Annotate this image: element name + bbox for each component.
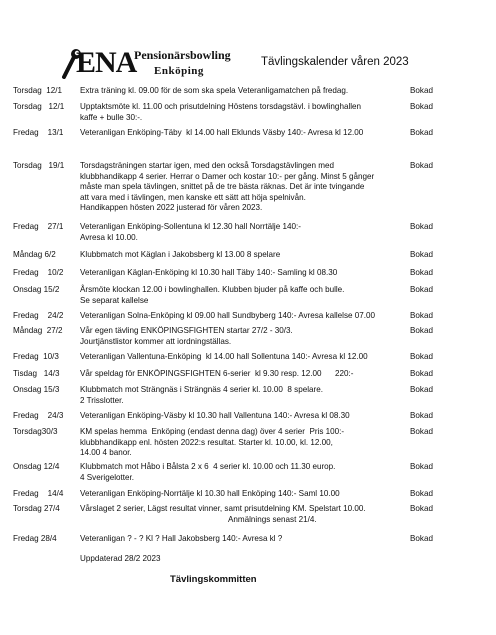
- booking-status: Bokad: [410, 222, 433, 231]
- event-description-line: 2 Trisslotter.: [80, 395, 124, 405]
- event-description: [80, 222, 400, 243]
- event-description-line: att vara med i tävlingen, men kanske ett sätt att höja spelnivån.: [80, 192, 306, 202]
- event-date: Torsdag 19/1: [13, 161, 65, 170]
- event-description-line: Vårslaget 2 serier, Lägst resultat vinner, samt prisutdelning KM. Spelstart 10.00.: [80, 504, 366, 513]
- logo-line-1: Pensionärsbowling: [134, 48, 231, 62]
- event-description: [80, 504, 400, 525]
- event-date: Fredag 24/2: [13, 311, 64, 320]
- event-description-line: Klubbmatch mot Strängnäs i Strängnäs 4 serier kl. 10.00 8 spelare.: [80, 385, 323, 394]
- event-description: [80, 369, 400, 380]
- event-date: Torsdag 12/1: [13, 86, 63, 95]
- booking-status: Bokad: [410, 385, 433, 394]
- event-description-line: Avresa kl 10.00.: [80, 232, 138, 242]
- event-date: Fredag 13/1: [13, 128, 64, 137]
- event-description-line: Torsdagsträningen startar igen, med den också Torsdagstävlingen med: [80, 161, 335, 170]
- booking-status: Bokad: [410, 268, 433, 277]
- booking-status: Bokad: [410, 86, 433, 95]
- booking-status: Bokad: [410, 326, 433, 335]
- event-description-line: kaffe + bulle 30:-.: [80, 112, 143, 122]
- event-description: [80, 250, 400, 261]
- event-date: Fredag 10/3: [13, 352, 59, 361]
- event-description-line: 14.00 4 banor.: [80, 448, 132, 457]
- event-description-line: Klubbmatch mot Käglan i Jakobsberg kl 13.00 8 spelare: [80, 250, 281, 259]
- event-description-line: Handikappen hösten 2022 justerad för våren 2023.: [80, 203, 263, 212]
- event-description-line: 4 Sverigelotter.: [80, 472, 134, 482]
- booking-status: Bokad: [410, 128, 433, 137]
- booking-status: Bokad: [410, 369, 433, 378]
- event-description-line: Klubbmatch mot Håbo i Bålsta 2 x 6 4 serier kl. 10.00 och 11.30 europ.: [80, 462, 336, 471]
- page-title: Tävlingskalender våren 2023: [261, 56, 409, 68]
- event-description-line: klubbhandikapp 4 serier. Herrar o Damer och kostar 10:- per gång. Minst 5 gånger: [80, 171, 375, 181]
- committee-signature: Tävlingskommitten: [170, 574, 257, 585]
- event-description: [80, 352, 400, 363]
- logo-line-2: Enköping: [154, 65, 204, 77]
- event-description: [80, 534, 400, 545]
- event-description: [80, 102, 400, 123]
- event-date: Måndag 27/2: [13, 326, 63, 335]
- event-description-line: Veteranligan Solna-Enköping kl 09.00 hall Sundbyberg 140:- Avresa kallelse 07.00: [80, 311, 376, 320]
- booking-status: Bokad: [410, 534, 433, 543]
- event-description: [80, 128, 400, 139]
- event-description-line: Veteranligan Käglan-Enköping kl 10.30 hall Täby 140:- Samling kl 08.30: [80, 268, 338, 277]
- event-description: [80, 161, 400, 214]
- event-description: [80, 285, 400, 306]
- event-date: Torsdag 12/1: [13, 102, 65, 111]
- event-date: Onsdag 12/4: [13, 462, 60, 471]
- booking-status: Bokad: [410, 411, 433, 420]
- event-description-line: måste man spela tävlingen, snittet på de tre bästa räknas. Det är inte tvingande: [80, 182, 365, 191]
- event-description-line: klubbhandikapp enl. hösten 2022:s resultat. Starter kl. 10.00, kl. 12.00,: [80, 437, 333, 447]
- event-description-line: Upptaktsmöte kl. 11.00 och prisutdelning Höstens torsdagstävl. i bowlinghallen: [80, 102, 362, 111]
- event-description: [80, 385, 400, 406]
- event-description-line: Veteranligan Enköping-Väsby kl 10.30 hall Vallentuna 140:- Avresa kl 08.30: [80, 411, 350, 420]
- event-description: [80, 427, 400, 459]
- booking-status: Bokad: [410, 427, 433, 436]
- event-date: Fredag 27/1: [13, 222, 64, 231]
- event-description: [80, 326, 400, 347]
- event-description: [80, 311, 400, 322]
- event-description-line: KM spelas hemma Enköping (endast denna dag) över 4 serier Pris 100:-: [80, 427, 345, 436]
- booking-status: Bokad: [410, 504, 433, 513]
- event-description-line: Vår speldag för ENKÖPINGSFIGHTEN 6-serier kl 9.30 resp. 12.00 220:-: [80, 369, 354, 378]
- booking-status: Bokad: [410, 102, 433, 111]
- event-description: [80, 86, 400, 97]
- event-date: Fredag 14/4: [13, 489, 64, 498]
- booking-status: Bokad: [410, 489, 433, 498]
- event-date: Fredag 24/3: [13, 411, 64, 420]
- event-description-line: Veteranligan Vallentuna-Enköping kl 14.00 hall Sollentuna 140:- Avresa kl 12.00: [80, 352, 368, 361]
- booking-status: Bokad: [410, 250, 433, 259]
- event-date: Tisdag 14/3: [13, 369, 60, 378]
- booking-status: Bokad: [410, 161, 433, 170]
- booking-status: Bokad: [410, 462, 433, 471]
- booking-status: Bokad: [410, 352, 433, 361]
- event-description-line: Extra träning kl. 09.00 för de som ska spela Veteranligamatchen på fredag.: [80, 86, 349, 95]
- event-description-line: Veteranligan Enköping-Sollentuna kl 12.30 hall Norrtälje 140:-: [80, 222, 301, 231]
- event-description: [80, 489, 400, 500]
- logo-main-text: ENA: [76, 46, 137, 79]
- event-description-line: Veteranligan Enköping-Norrtälje kl 10.30 hall Enköping 140:- Saml 10.00: [80, 489, 340, 498]
- event-description-line: Jourtjänstlistor kommer att iordningställas.: [80, 336, 232, 346]
- booking-status: Bokad: [410, 285, 433, 294]
- event-description-line: Se separat kallelse: [80, 295, 149, 305]
- event-description-line: Veteranligan Enköping-Täby kl 14.00 hall Eklunds Väsby 140:- Avresa kl 12.00: [80, 128, 364, 137]
- booking-status: Bokad: [410, 311, 433, 320]
- event-date: Torsdag 27/4: [13, 504, 60, 513]
- event-date: Fredag 28/4: [13, 534, 57, 543]
- event-description-line: Vår egen tävling ENKÖPINGSFIGHTEN startar 27/2 - 30/3.: [80, 326, 293, 335]
- event-description: [80, 462, 400, 483]
- event-description-line: Anmälnings senast 21/4.: [80, 514, 317, 524]
- event-date: Torsdag30/3: [13, 427, 58, 436]
- updated-date: Uppdaterad 28/2 2023: [80, 554, 161, 563]
- event-date: Fredag 10/2: [13, 268, 64, 277]
- event-date: Onsdag 15/2: [13, 285, 60, 294]
- event-date: Onsdag 15/3: [13, 385, 60, 394]
- event-description-line: Årsmöte klockan 12.00 i bowlinghallen. Klubben bjuder på kaffe och bulle.: [80, 285, 345, 294]
- event-date: Måndag 6/2: [13, 250, 56, 259]
- event-description: [80, 268, 400, 279]
- event-description: [80, 411, 400, 422]
- club-logo: [60, 47, 240, 83]
- event-description-line: Veteranligan ? - ? Kl ? Hall Jakobsberg 140:- Avresa kl ?: [80, 534, 283, 543]
